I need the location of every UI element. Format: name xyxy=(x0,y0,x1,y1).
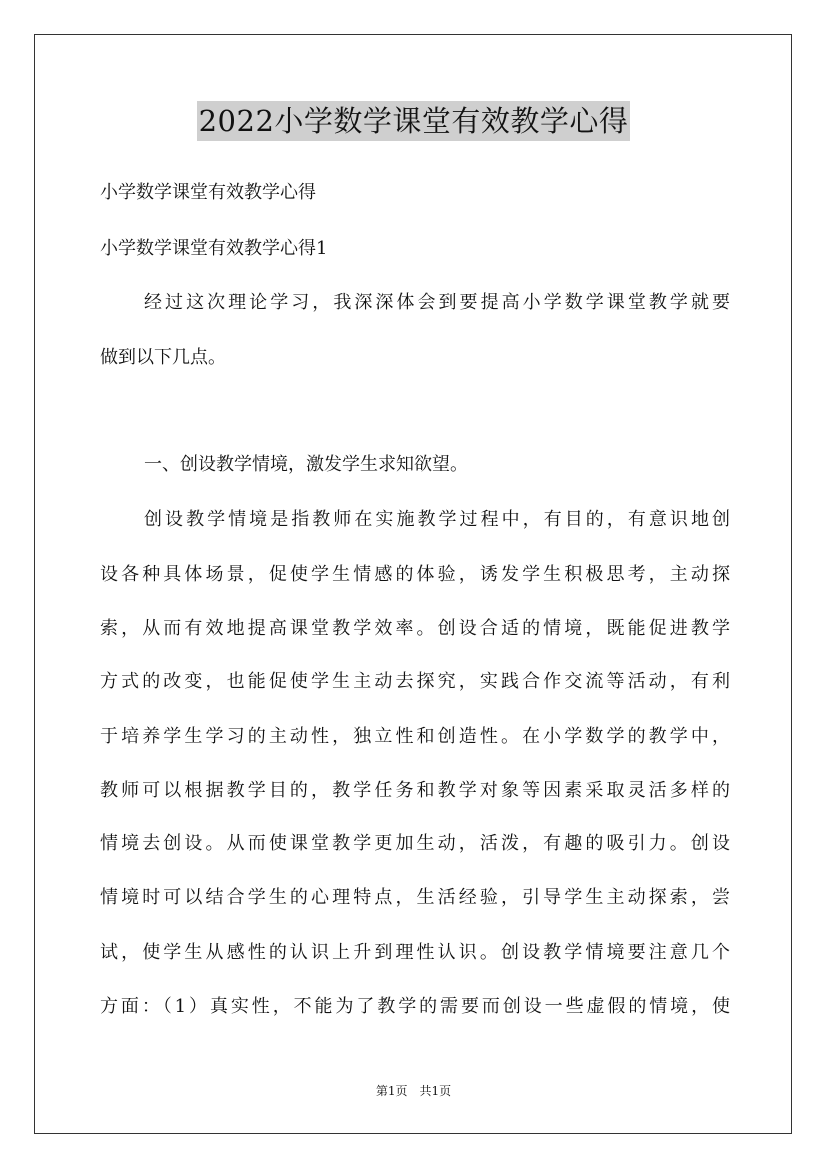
subtitle: 小学数学课堂有效教学心得 xyxy=(100,182,316,203)
paragraph-line: 情境时可以结合学生的心理特点，生活经验，引导学生主动探索，尝 xyxy=(100,887,730,908)
page-footer: 第1页 共1页 xyxy=(375,1084,452,1098)
paragraph-line: 情境去创设。从而使课堂教学更加生动，活泼，有趣的吸引力。创设 xyxy=(100,833,730,854)
heading-one: 一、创设教学情境，激发学生求知欲望。 xyxy=(144,454,468,475)
paragraph-line: 于培养学生学习的主动性，独立性和创造性。在小学数学的教学中， xyxy=(100,726,730,747)
paragraph-line: 创设教学情境是指教师在实施教学过程中，有目的，有意识地创 xyxy=(144,509,730,530)
paragraph-line: 教师可以根据教学目的，教学任务和教学对象等因素采取灵活多样的 xyxy=(100,780,730,801)
title-container xyxy=(0,101,827,141)
paragraph-line: 经过这次理论学习，我深深体会到要提高小学数学课堂教学就要 xyxy=(144,292,730,313)
paragraph-line: 索，从而有效地提高课堂教学效率。创设合适的情境，既能促进教学 xyxy=(100,618,730,639)
section-title: 小学数学课堂有效教学心得1 xyxy=(100,238,328,259)
paragraph-line: 做到以下几点。 xyxy=(100,347,226,368)
paragraph-line: 试，使学生从感性的认识上升到理性认识。创设教学情境要注意几个 xyxy=(100,942,730,963)
paragraph-line: 方面：（1）真实性，不能为了教学的需要而创设一些虚假的情境，使 xyxy=(100,996,730,1017)
paragraph-line: 设各种具体场景，促使学生情感的体验，诱发学生积极思考，主动探 xyxy=(100,564,730,585)
paragraph-line: 方式的改变，也能促使学生主动去探究，实践合作交流等活动，有利 xyxy=(100,671,730,692)
document-title: 2022小学数学课堂有效教学心得 xyxy=(197,101,631,141)
